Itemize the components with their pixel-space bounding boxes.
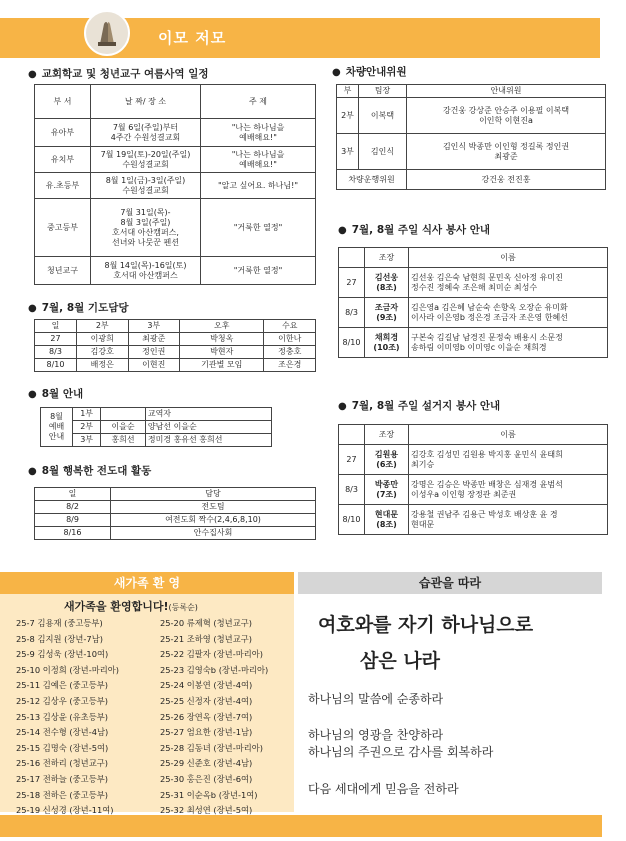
- date-cell-line: 7월 19일(토)-20일(주일): [100, 149, 191, 159]
- evangelism-title: ● 8월 행복한 전도대 활동: [28, 463, 151, 478]
- vehicle-table: [336, 84, 606, 190]
- habit-line-1: 하나님의 말씀에 순종하라: [308, 692, 444, 706]
- table-row: [35, 147, 316, 173]
- date-cell-line: 수원성결교회: [122, 185, 169, 195]
- column-header: 일: [35, 488, 111, 501]
- prayer-cell: 기관별 모임: [180, 359, 264, 372]
- column-header: 2부: [76, 320, 128, 333]
- names-cell: [409, 268, 608, 298]
- dishes-table: [338, 424, 608, 535]
- column-header: 조장: [365, 248, 409, 268]
- column-header: 이름: [409, 425, 608, 445]
- table-row: [35, 119, 316, 147]
- table-row: [35, 257, 316, 285]
- date-cell-line: 7월 6일(주일)부터: [112, 122, 179, 132]
- new-family-member: 25-10 이정희 (장년-마리아): [16, 664, 119, 675]
- new-family-member: 25-22 김팔자 (장년-마리아): [160, 649, 263, 660]
- table-row: [337, 98, 606, 134]
- verse-line-2: 삼은 나라: [360, 650, 441, 672]
- guide-cell: 홍희선: [101, 434, 146, 447]
- names-cell-line: 김은영a 김은혜 남순숙 손향옥 오장순 유미화: [411, 302, 568, 312]
- table-row: [35, 501, 316, 514]
- leader-cell-line: 박종만: [374, 479, 399, 489]
- column-header: 일: [35, 320, 77, 333]
- date-cell: 8/3: [339, 298, 365, 328]
- column-header: [339, 248, 365, 268]
- table-row: [35, 346, 316, 359]
- prayer-cell: 이광희: [76, 333, 128, 346]
- summer-schedule-table: [34, 84, 316, 285]
- vehicle-title: ● 차량안내위원: [332, 64, 407, 79]
- habit-heading: 습관을 따라: [298, 572, 602, 594]
- column-header: 이름: [409, 248, 608, 268]
- new-family-member: 25-15 김명숙 (장년-5여): [16, 742, 109, 753]
- leader-cell-line: 조금자: [374, 302, 399, 312]
- prayer-cell: 최광준: [128, 333, 180, 346]
- theme-cell: [201, 119, 316, 147]
- guide-cell: 정미경 홍유선 홍희선: [145, 434, 271, 447]
- table-row: [35, 333, 316, 346]
- leader-cell: [365, 298, 409, 328]
- habit-line-3: 하나님의 주권으로 감사를 회복하라: [308, 745, 494, 759]
- new-family-member: 25-31 이순옥b (장년-1여): [160, 789, 258, 800]
- new-family-member: 25-28 김동녀 (장년-마리아): [160, 742, 263, 753]
- table-row: [339, 328, 608, 358]
- column-header: 오후: [180, 320, 264, 333]
- leader-cell-line: 김원용: [374, 449, 399, 459]
- new-family-heading: 새가족 환 영: [0, 572, 294, 594]
- members-cell: [407, 98, 606, 134]
- names-cell-line: 강명은 김승은 박종만 배창은 심재경 윤범석: [411, 479, 563, 489]
- names-cell: [409, 298, 608, 328]
- prayer-table: [34, 319, 316, 372]
- leader-cell: 이복택: [359, 98, 407, 134]
- dept-cell: 유치부: [35, 147, 91, 173]
- table-row: [339, 445, 608, 475]
- new-family-member: 25-14 전수형 (장년-4남): [16, 727, 109, 738]
- prayer-cell: 이현진: [128, 359, 180, 372]
- table-row: [337, 170, 606, 190]
- guide-label-cell-line: 안내: [48, 432, 65, 441]
- theme-cell: [201, 173, 316, 199]
- table-row: [35, 527, 316, 540]
- august-guide-title: ● 8월 안내: [28, 386, 83, 401]
- leader-cell: 김인식: [359, 134, 407, 170]
- new-family-member: 25-24 이봉연 (장년-4여): [160, 680, 253, 691]
- leader-cell-line: (6조): [376, 459, 397, 469]
- new-family-member: 25-20 류제혁 (청년교구): [160, 618, 252, 628]
- new-family-member: 25-13 김상윤 (유초등부): [16, 711, 108, 722]
- new-family-member: 25-7 김용재 (중고등부): [16, 618, 103, 628]
- dept-cell: 중고등부: [35, 199, 91, 257]
- leader-cell-line: (9조): [376, 312, 397, 322]
- names-cell: [409, 505, 608, 535]
- new-family-member: 25-17 전하늘 (중고등부): [16, 774, 108, 784]
- table-row: [339, 475, 608, 505]
- part-cell: 3부: [337, 134, 359, 170]
- part-cell: 2부: [337, 98, 359, 134]
- theme-cell: [201, 257, 316, 285]
- names-cell-line: 김강호 김성민 김원용 박지홍 윤민식 윤태희: [411, 449, 563, 459]
- names-cell-line: 이성우a 이인형 장정관 최준권: [411, 489, 517, 499]
- date-cell-line: 호서대 아산캠퍼스,: [112, 227, 179, 237]
- column-header: 날 짜/ 장 소: [91, 85, 201, 119]
- new-family-member: 25-32 최성연 (장년-5여): [160, 805, 253, 816]
- new-family-member: 25-16 전하리 (청년교구): [16, 758, 108, 769]
- new-family-title-text: 새가족을 환영합니다!: [64, 600, 169, 613]
- names-cell: [409, 328, 608, 358]
- verse-line-1: 여호와를 자기 하나님으로: [318, 614, 534, 636]
- date-cell-line: 수원성결교회: [122, 159, 169, 169]
- theme-cell-line: "나는 하나님을: [231, 122, 285, 132]
- footer-bar: [0, 815, 602, 837]
- theme-cell-line: 예배해요!": [239, 159, 277, 169]
- date-cell-line: 8월 14일(목)-16일(토): [104, 260, 187, 270]
- summer-schedule-title: ● 교회학교 및 청년교구 여름사역 일정: [28, 66, 209, 81]
- column-header: 수요: [264, 320, 316, 333]
- prayer-cell: 8/10: [35, 359, 77, 372]
- dept-cell: 유아부: [35, 119, 91, 147]
- new-family-member: 25-23 김영숙b (장년-마리아): [160, 664, 269, 675]
- prayer-cell: 박현자: [180, 346, 264, 359]
- guide-header-cell: [101, 408, 146, 421]
- column-header: 3부: [128, 320, 180, 333]
- leader-cell: [365, 445, 409, 475]
- date-cell: 8/3: [339, 475, 365, 505]
- names-cell-line: 송하림 이미영b 이미영c 이을순 채희경: [411, 342, 547, 352]
- august-guide-table: [40, 407, 272, 447]
- column-header: 부: [337, 85, 359, 98]
- date-cell: 27: [339, 268, 365, 298]
- dept-cell: 청년교구: [35, 257, 91, 285]
- evangelism-table: [34, 487, 316, 540]
- habit-line-2: 하나님의 영광을 찬양하라: [308, 728, 444, 742]
- guide-label-cell-line: 8월: [50, 412, 63, 421]
- dishes-title: ● 7월, 8월 주일 설거지 봉사 안내: [338, 398, 500, 413]
- evangelism-cell: 전도팀: [111, 501, 316, 514]
- meal-table: [338, 247, 608, 358]
- leader-cell-line: (8조): [376, 282, 397, 292]
- leader-cell: [365, 475, 409, 505]
- dept-cell: 유.초등부: [35, 173, 91, 199]
- column-header: 담당: [111, 488, 316, 501]
- table-row: [339, 268, 608, 298]
- guide-header-cell: 교역자: [145, 408, 271, 421]
- table-row: [339, 298, 608, 328]
- leader-cell-line: (7조): [376, 489, 397, 499]
- new-family-member: 25-9 김성욱 (장년-10여): [16, 649, 109, 660]
- table-row: [339, 505, 608, 535]
- date-cell: [91, 257, 201, 285]
- meal-title: ● 7월, 8월 주일 식사 봉사 안내: [338, 222, 490, 237]
- table-row: [35, 199, 316, 257]
- members-cell-line: 최광준: [494, 151, 518, 161]
- column-header: 조장: [365, 425, 409, 445]
- guide-cell: 이을순: [101, 421, 146, 434]
- leader-cell-line: 김선웅: [374, 272, 399, 282]
- leader-cell: [365, 505, 409, 535]
- names-cell: [409, 445, 608, 475]
- prayer-cell: 27: [35, 333, 77, 346]
- new-family-member: 25-18 전하은 (중고등부): [16, 789, 108, 800]
- leader-cell-line: 현대문: [374, 509, 399, 519]
- table-row: [337, 134, 606, 170]
- prayer-cell: 박청옥: [180, 333, 264, 346]
- theme-cell-line: "거룩한 열정": [233, 222, 283, 232]
- part-cell: 차량운행위원: [337, 170, 407, 190]
- new-family-member: 25-8 김지원 (장년-7남): [16, 633, 103, 644]
- table-row: [41, 421, 272, 434]
- leader-cell: [365, 328, 409, 358]
- prayer-cell: 이한나: [264, 333, 316, 346]
- date-cell-line: 선녀와 나뭇꾼 펜션: [112, 237, 179, 247]
- guide-label-cell-line: 예배: [48, 422, 65, 431]
- date-cell-line: 호서대 아산캠퍼스: [113, 270, 178, 280]
- date-cell: 27: [339, 445, 365, 475]
- leader-cell-line: (8조): [376, 519, 397, 529]
- members-cell: [407, 134, 606, 170]
- date-cell: [91, 119, 201, 147]
- members-cell-line: 이인학 이현진a: [479, 115, 533, 125]
- leader-cell-line: (10조): [373, 342, 400, 352]
- new-family-member: 25-29 신준호 (장년-4남): [160, 758, 253, 769]
- members-cell: [407, 170, 606, 190]
- table-row: [41, 408, 272, 421]
- table-row: [35, 514, 316, 527]
- leader-cell-line: 채희경: [374, 332, 399, 342]
- theme-cell-line: "나는 하나님을: [231, 149, 285, 159]
- date-cell-line: 7월 31일(목)-: [120, 207, 171, 217]
- table-row: [41, 434, 272, 447]
- new-family-title: [64, 598, 198, 614]
- members-cell-line: 강건웅 강상준 안승주 이용필 이복택: [442, 105, 570, 115]
- column-header: 부 서: [35, 85, 91, 119]
- names-cell-line: 현대문: [411, 519, 435, 529]
- new-family-note: (등록순): [168, 603, 198, 612]
- new-family-member: 25-12 김상우 (중고등부): [16, 696, 108, 706]
- theme-cell-line: "알고 싶어요. 하나님!": [217, 180, 299, 190]
- guide-cell: 3부: [73, 434, 101, 447]
- guide-cell: 2부: [73, 421, 101, 434]
- names-cell-line: 구본숙 김길남 남경진 문정숙 배용시 소문정: [411, 332, 563, 342]
- habit-line-4: 다음 세대에게 믿음을 전하라: [308, 782, 459, 796]
- page-title: 이모 저모: [158, 29, 227, 47]
- prayer-cell: 배정은: [76, 359, 128, 372]
- prayer-cell: 조은경: [264, 359, 316, 372]
- date-cell: 8/10: [339, 328, 365, 358]
- new-family-member: 25-30 홍은진 (장년-6여): [160, 774, 253, 784]
- date-cell-line: 8월 3일(주일): [120, 217, 171, 227]
- guide-label-cell: [41, 408, 73, 447]
- theme-cell-line: 예배해요!": [239, 132, 277, 142]
- new-family-member: 25-26 장연옥 (장년-7여): [160, 711, 253, 722]
- new-family-member: 25-25 신정자 (장년-4여): [160, 696, 253, 706]
- names-cell: [409, 475, 608, 505]
- names-cell-line: 김선웅 김은숙 남현희 문민옥 신아정 유미진: [411, 272, 563, 282]
- new-family-member: 25-11 김예은 (중고등부): [16, 680, 108, 691]
- prayer-cell: 정충호: [264, 346, 316, 359]
- evangelism-cell: 8/9: [35, 514, 111, 527]
- guide-header-cell: 1부: [73, 408, 101, 421]
- prayer-cell: 8/3: [35, 346, 77, 359]
- theme-cell-line: "거룩한 열정": [233, 265, 283, 275]
- evangelism-cell: 안수집사회: [111, 527, 316, 540]
- evangelism-cell: 여전도회 짝수(2,4,6,8,10): [111, 514, 316, 527]
- table-row: [35, 359, 316, 372]
- date-cell: [91, 147, 201, 173]
- new-family-member: 25-21 조하영 (청년교구): [160, 633, 252, 644]
- new-family-member: 25-19 신성경 (장년-11여): [16, 805, 114, 816]
- names-cell-line: 강용철 권남주 김용근 박성호 배상훈 윤 경: [411, 509, 558, 519]
- date-cell-line: 8월 1일(금)-3일(주일): [105, 175, 186, 185]
- prayer-cell: 정인권: [128, 346, 180, 359]
- date-cell: 8/10: [339, 505, 365, 535]
- names-cell-line: 이사라 이은영b 정은경 조금자 조은영 한혜선: [411, 312, 568, 322]
- theme-cell: [201, 147, 316, 173]
- names-cell-line: 정수진 정혜숙 조은해 최미순 최성수: [411, 282, 538, 292]
- evangelism-cell: 8/16: [35, 527, 111, 540]
- members-cell-line: 김인식 박종만 이인형 정길록 정인권: [442, 141, 570, 151]
- date-cell: [91, 199, 201, 257]
- members-cell-line: 강건웅 전진홍: [481, 174, 531, 184]
- date-cell-line: 4주간 수원성결교회: [110, 132, 181, 142]
- leader-cell: [365, 268, 409, 298]
- column-header: 안내위원: [407, 85, 606, 98]
- date-cell: [91, 173, 201, 199]
- names-cell-line: 최기승: [411, 459, 435, 469]
- column-header: 팀장: [359, 85, 407, 98]
- prayer-title: ● 7월, 8월 기도담당: [28, 300, 129, 315]
- column-header: 주 제: [201, 85, 316, 119]
- evangelism-cell: 8/2: [35, 501, 111, 514]
- theme-cell: [201, 199, 316, 257]
- praying-hands-icon: [84, 10, 130, 56]
- column-header: [339, 425, 365, 445]
- guide-cell: 양남선 이을순: [145, 421, 271, 434]
- prayer-cell: 김강호: [76, 346, 128, 359]
- new-family-member: 25-27 엄요한 (장년-1남): [160, 727, 253, 738]
- table-row: [35, 173, 316, 199]
